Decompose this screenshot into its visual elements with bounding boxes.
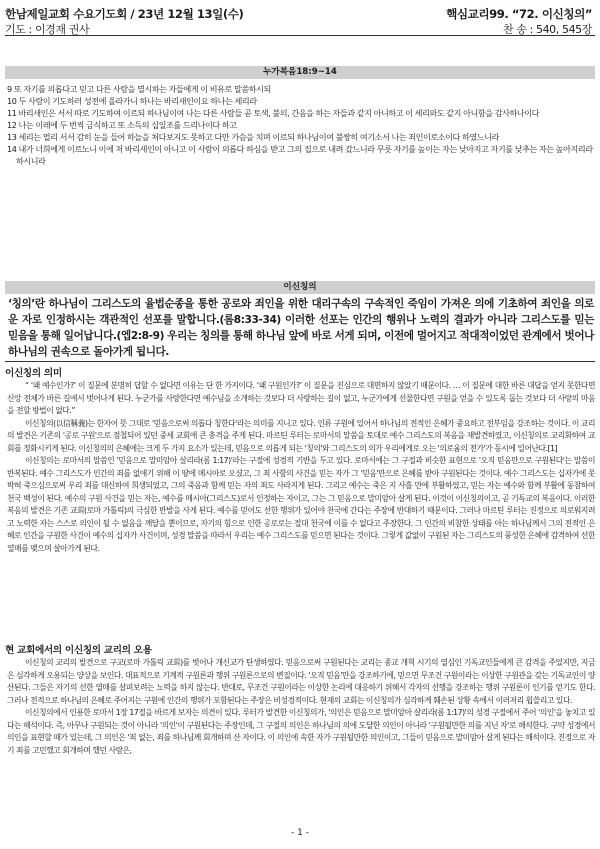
verse: 12 나는 이레에 두 번씩 금식하고 또 소득의 십일조를 드리나이다 하고 (7, 120, 237, 130)
paragraph: 이신칭의에서 인용한 로마서 1장 17절을 바르게 보자는 의견이 있다. 루터가 발견한 이신칭의가, '의인은 믿음으로 말미암아 살리라(롬 1:17)'의 성경 구절에서 주어 '의인'을 놓치고 있다는 해석이다. 즉, 아무나 구원되는 것이 아니라 '의인'이 구원된다는 주장인데, 그 구절의 의인은 하나님의 의에 도달한 의인이 아니라 '구원될만한 의를 지닌 자'로 해석한다. 구약 성경에서 의인을 표현할 때가 있는데, 그 의인은 '죄 없는, 죄를 하나님께 회개하며 산 자이다. 이 의인에 속한 자가 구원될만한 의인이고, 그들이 믿음으로 말미암아 살게 된다는 해석이다. 진정으로 자기 죄를 고민했고 회개하며 했던 사람은, (7, 708, 595, 755)
paragraph: 이신칭의(以信稱義)는 한자어 뜻 그대로 '믿음으로써 의롭다 칭한다'라는 의미를 지니고 있다. 인류 구원에 있어서 하나님의 전적인 은혜가 중요하고 전부임을 강조하는 것이다. 이 교리의 발견은 기존의 '공로 구원'으로 점철되어 있던 중세 교회에 큰 충격을 주게 된다. 마르틴 루터는 로마서의 말씀을 토대로 예수 그리스도의 복음을 재발견하였고, 이신칭의로 교리화하여 교회를 정화시키게 된다. 이신칭의의 은혜에는 크게 두 가지 요소가 있는데, 믿음으로 의롭게 되는 '칭의'와 그리스도의 의가 우리에게로 오는 '의로움의 전가'가 동시에 일어난다.[1] (7, 418, 595, 453)
service-title: 한남제일교회 수요기도회 / 23년 12월 13일(수) (5, 7, 244, 21)
scripture-verses (7, 83, 595, 167)
section-body-misuse (7, 657, 595, 757)
page-number: - 1 - (291, 828, 309, 838)
verse: 9 또 자기를 의롭다고 믿고 다른 사람을 멸시하는 자들에게 이 비유로 말씀하시되 (7, 84, 271, 94)
verse: 13 세리는 멀리 서서 감히 눈을 들어 하늘을 쳐다보지도 못하고 다만 가슴을 치며 이르되 하나님이여 불쌍히 여기소서 나는 죄인이로소이다 하였느니라 (7, 132, 499, 142)
verse: 14 내가 너희에게 이르노니 이에 저 바리새인이 아니고 이 사람이 의롭다 하심을 받고 그의 집으로 내려 갔느니라 무릇 자기를 높이는 자는 낮아지고 자기를 낮추는 자는 높아지리라 하시니라 (7, 144, 593, 166)
scripture-reference: 누가복음18:9~14 (5, 66, 595, 79)
paragraph: 이신칭의는 로마서의 말씀인 '믿음으로 말미암아 살리라(롬 1:17)'라는 구절에 성경적 기반을 두고 있다. 로마서에는 그 구절과 비슷한 표현으로 '오직 믿음만으로 구원된다'는 말씀이 반복된다. 예수 그리스도가 인간의 죄를 없애기 위해 이 땅에 메시아로 오셨고, 그 죄 사함의 사건을 믿는 자가 그 '믿음'만으로 은혜를 받아 구원된다는 것이다. 예수 그리스도는 십자가에 못박혀 죽으심으로써 우리 죄를 대신하여 희생되었고, 그의 죽음과 함께 믿는 자의 죄도 사라지게 된다. 그리고 예수는 죽은 지 사흘 만에 부활하였고, 믿는 자는 예수와 함께 부활에 동참하여 천국 백성이 된다. 예수의 구원 사건을 믿는 자는, 예수를 메시아(그리스도)로서 인정하는 자이고, 그는 그 믿음으로 말미암아 살게 된다. 이것이 이신칭의이고, 곧 기독교의 복음이다. 이러한 복음의 발견은 기존 교회(로마 가톨릭)의 극심한 반발을 사게 된다. 예수를 믿어도 선한 행위가 있어야 천국에 간다는 주장에 반대하기 때문이다. 그러나 마르틴 루터는 진정으로 의로워지려고 노력한 자는 스스로 의인이 될 수 없음을 깨달을 뿐이므로, 자기의 힘으로 인한 공로로는 절대 천국에 이를 수 없다고 주장한다. 그 인간의 비참한 상태를 아는 하나님께서 그의 전적인 은혜로 인간을 구원한 사건이 예수의 십자가 사건이며, 성경 말씀을 따라서 우리는 예수 그리스도를 믿으면 된다는 것이다. 그렇게 값없이 구원된 자는 그리스도의 풍성한 은혜에 감격하여 선한 열매를 맺으며 살아가게 된다. (7, 456, 595, 553)
section-title-misuse: 현 교회에서의 이신칭의 교리의 오용 (5, 645, 152, 656)
section-divider (5, 361, 595, 362)
header-divider (5, 35, 595, 36)
hymn-numbers: 찬 송 : 540, 545장 (502, 23, 592, 36)
definition-heading: 이신칭의 (5, 281, 595, 294)
section-title-meaning: 이신칭의 의미 (5, 368, 62, 379)
verse: 10 두 사람이 기도하러 성전에 올라가니 하나는 바리새인이요 하나는 세리라 (7, 96, 257, 106)
definition-text: ‘칭의’란 하나님이 그리스도의 율법순종을 통한 공로와 죄인을 위한 대리구속의 구속적인 죽임이 가져온 의에 기초하여 죄인을 의로운 자로 인정하시는 객관적인 선포를 말합니다.(롬8:33-34) 이러한 선포는 인간의 행위나 노력의 결과가 아니라 그리스도를 믿는 믿음을 통해 일어납니다.(엡2:8-9) 우리는 칭의를 통해 하나님 앞에 바로 서게 되며, 이전에 멀어지고 적대적이었던 관계에서 벗어나 하나님의 권속으로 돌아가게 됩니다. (8, 298, 594, 358)
paragraph: “ ‘왜 예수인가?’ 이 질문에 분명히 답할 수 없다면 이유는 단 한 가지이다. ‘왜 구원인가?’ 이 질문을 진심으로 대면하지 않았기 때문이다. … 이 질문에 대한 바른 대답을 얻지 못한다면 신앙 전체가 바른 길에서 벗어나게 된다. 누군가를 사랑한다면 예수님을 소개하는 것보다 더 사랑하는 길이 없고, 누군가에게 선물한다면 구원을 얻을 수 있도록 돕는 것보다 더 사랑의 마음을 전할 방법이 없다.” (7, 381, 595, 415)
topic-title: 핵심교리99. “72. 이신칭의” (446, 7, 592, 21)
prayer-leader: 기도 : 이경재 권사 (5, 23, 90, 36)
verse: 11 바리새인은 서서 따로 기도하여 이르되 하나님이여 나는 다른 사람들 곧 토색, 불의, 간음을 하는 자들과 같지 아니하고 이 세리와도 같지 아니함을 감사하나이다 (7, 108, 539, 118)
paragraph: 이신칭의 교리의 발견으로 구교(로마 가톨릭 교회)를 벗어나 개신교가 탄생하였다. 믿음으로써 구원된다는 교리는 종교 개혁 시기의 열심인 기독교인들에게 큰 감격을 주었지만, 지금은 심각하게 오용되는 양상을 보인다. 대표적으로 기계적 구원론과 행위 구원론으로의 변질이다. '오직 믿음'만을 강조하기에, 믿으면 무조건 구원이라는 이상한 구원관을 갖는 기독교인이 양산된다. 그들은 자기의 선한 열매를 살펴보려는 노력을 하지 않는다. 반대로, 무조건 구원이라는 이상한 논리에 대응하기 위해서 각자의 선행을 강조하는 행위 구원론이 인기를 얻기도 한다. 그러나 전적으로 하나님의 은혜로 주어지는 구원에 인간의 행위가 포함된다는 주장은 비성경적이다. 현재의 교회는 이신칭의가 심각하게 훼손된 상황 속에서 이러저리 휩쓸리고 있다. (7, 658, 595, 705)
section-body-meaning (7, 380, 595, 555)
